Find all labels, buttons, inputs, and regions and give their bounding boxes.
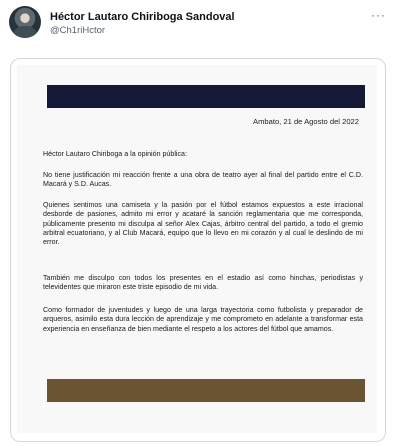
letter-header-bar bbox=[47, 85, 365, 108]
letter-document bbox=[17, 65, 377, 433]
letter-paragraph: No tiene justificación mi reacción frente a una obra de teatro ayer al final del partido entre el C.D. Macará y S.D. Aucas. bbox=[43, 171, 363, 189]
letter-paragraph: Como formador de juventudes y luego de una larga trayectoria como futbolista y preparador de arqueros, asimilo esta dura lección de aprendizaje y me comprometo en adelante a transformar esta experiencia en enseñanza de bien mediante el respeto a los actores del fútbol que amamos. bbox=[43, 306, 363, 333]
letter-footer-bar bbox=[47, 379, 365, 402]
letter-paragraph: Quienes sentimos una camiseta y la pasión por el fútbol estamos expuestos a este irracional desborde de pasiones, admito mi error y acataré la sanción reglamentaria que me corresponda, públicamente presento mi disculpa al señor Alex Cajas, árbitro central del partido, a todo el gremio arbitral ecuatoriano, y al Club Macará, equipo que lo llevo en mi corazón y al cual le deslindo de mi error. bbox=[43, 201, 363, 247]
letter-date: Ambato, 21 de Agosto del 2022 bbox=[253, 117, 359, 126]
author-name[interactable]: Héctor Lautaro Chiriboga Sandoval bbox=[50, 11, 235, 23]
tweet-image[interactable] bbox=[10, 58, 386, 442]
avatar[interactable] bbox=[9, 6, 41, 38]
author-handle[interactable]: @Ch1riHctor bbox=[50, 25, 106, 36]
letter-paragraph: También me disculpo con todos los presentes en el estadio así como hinchas, periodistas y televidentes que miraron este triste episodio de mi vida. bbox=[43, 274, 363, 292]
more-options-icon[interactable]: ··· bbox=[371, 8, 386, 22]
letter-salutation: Héctor Lautaro Chiriboga a la opinión pública: bbox=[43, 150, 187, 158]
